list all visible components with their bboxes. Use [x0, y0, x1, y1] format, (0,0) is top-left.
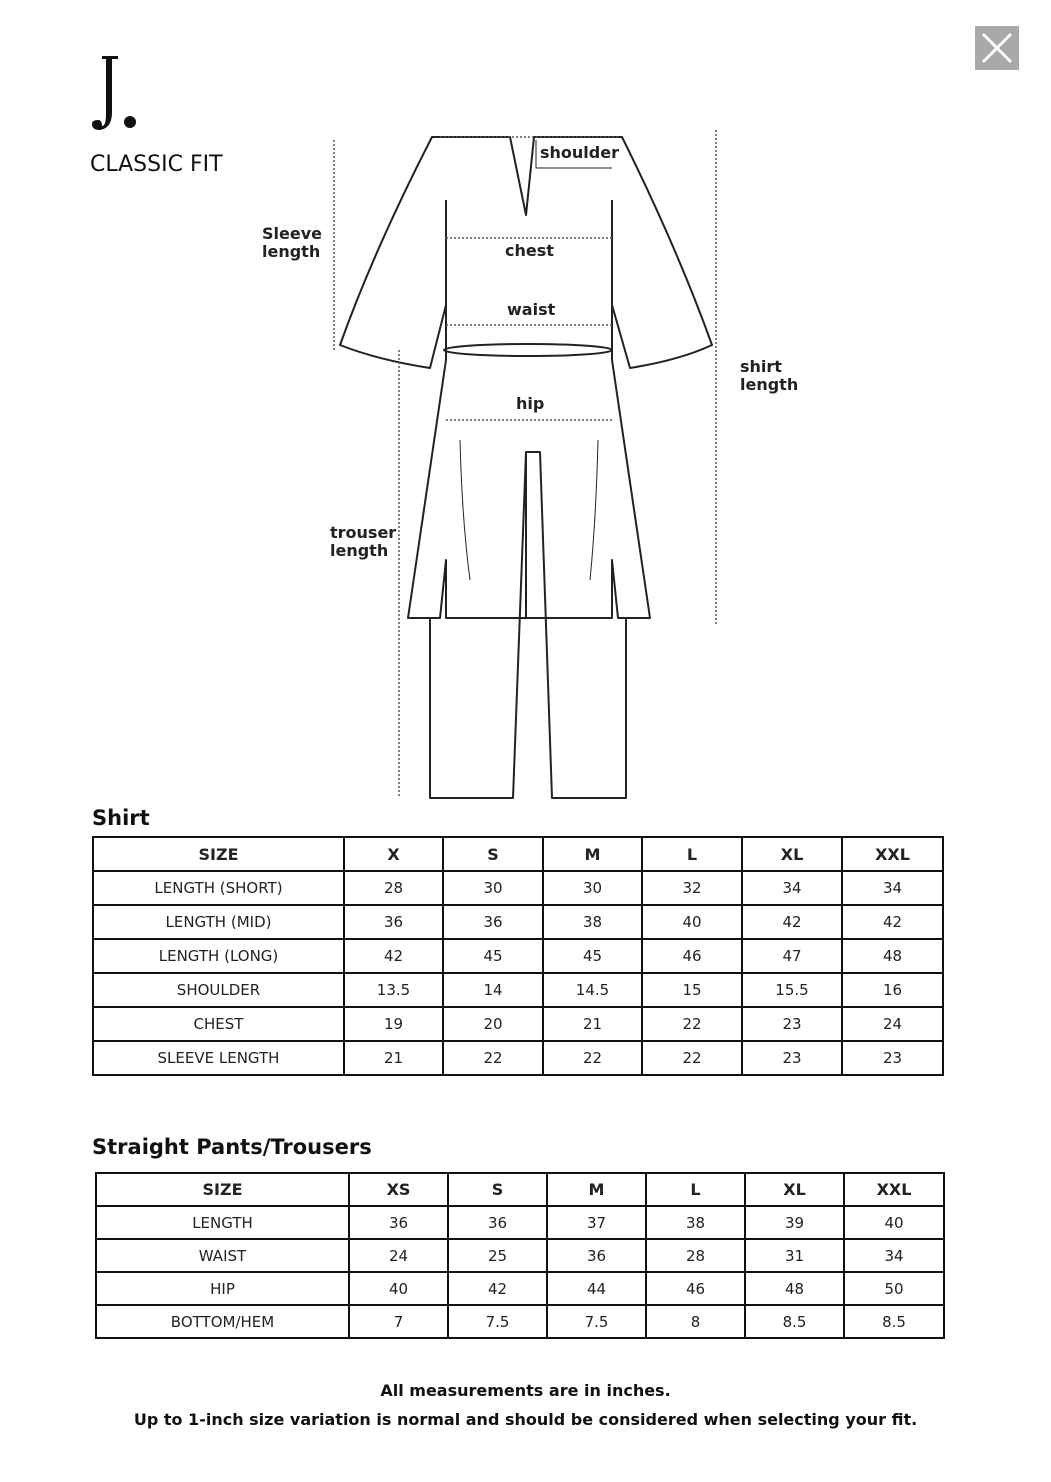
table-cell: 36 [344, 905, 443, 939]
table-cell: 25 [448, 1239, 547, 1272]
table-cell: 40 [642, 905, 742, 939]
table-row [93, 1041, 943, 1075]
table-row-label: LENGTH [96, 1206, 349, 1239]
table-cell: 37 [547, 1206, 646, 1239]
table-row-label: LENGTH (SHORT) [93, 871, 344, 905]
table-cell: 24 [842, 1007, 943, 1041]
label-hip: hip [516, 394, 545, 413]
table-header-cell: S [443, 837, 543, 871]
table-cell: 42 [448, 1272, 547, 1305]
table-cell: 24 [349, 1239, 448, 1272]
table-cell: 21 [344, 1041, 443, 1075]
label-shoulder: shoulder [540, 143, 619, 162]
table-cell: 23 [842, 1041, 943, 1075]
table-cell: 22 [443, 1041, 543, 1075]
table-cell: 40 [349, 1272, 448, 1305]
table-cell: 14 [443, 973, 543, 1007]
table-cell: 14.5 [543, 973, 642, 1007]
table-row-label: BOTTOM/HEM [96, 1305, 349, 1338]
label-chest: chest [505, 241, 554, 260]
label-sleeve-length [262, 225, 322, 261]
table-row-label: LENGTH (MID) [93, 905, 344, 939]
table-header-cell: L [646, 1173, 745, 1206]
trousers-section-title: Straight Pants/Trousers [92, 1135, 372, 1159]
trousers-size-table [95, 1172, 945, 1339]
table-header-cell: S [448, 1173, 547, 1206]
table-cell: 50 [844, 1272, 944, 1305]
table-cell: 47 [742, 939, 842, 973]
table-row [93, 905, 943, 939]
table-cell: 20 [443, 1007, 543, 1041]
table-row-label: CHEST [93, 1007, 344, 1041]
table-cell: 46 [642, 939, 742, 973]
table-cell: 38 [543, 905, 642, 939]
table-cell: 36 [443, 905, 543, 939]
table-cell: 7.5 [547, 1305, 646, 1338]
table-header-cell: XXL [842, 837, 943, 871]
table-row [93, 871, 943, 905]
table-row [96, 1272, 944, 1305]
table-cell: 22 [642, 1007, 742, 1041]
table-header-cell: SIZE [96, 1173, 349, 1206]
table-cell: 22 [543, 1041, 642, 1075]
table-cell: 48 [842, 939, 943, 973]
table-header-cell: XL [745, 1173, 844, 1206]
table-cell: 42 [344, 939, 443, 973]
table-row [96, 1239, 944, 1272]
table-row-label: LENGTH (LONG) [93, 939, 344, 973]
table-cell: 31 [745, 1239, 844, 1272]
table-header-row [96, 1173, 944, 1206]
table-header-cell: L [642, 837, 742, 871]
label-shirt-length [740, 358, 798, 394]
table-header-cell: XL [742, 837, 842, 871]
table-cell: 8.5 [745, 1305, 844, 1338]
label-waist: waist [507, 300, 556, 319]
table-cell: 22 [642, 1041, 742, 1075]
table-cell: 15 [642, 973, 742, 1007]
table-cell: 30 [443, 871, 543, 905]
label-sleeve-line2: length [262, 242, 321, 261]
table-cell: 42 [742, 905, 842, 939]
table-cell: 36 [547, 1239, 646, 1272]
label-trouser-line1: trouser [330, 523, 397, 542]
table-header-cell: XXL [844, 1173, 944, 1206]
table-cell: 19 [344, 1007, 443, 1041]
table-cell: 45 [543, 939, 642, 973]
table-cell: 15.5 [742, 973, 842, 1007]
table-cell: 34 [844, 1239, 944, 1272]
table-row-label: WAIST [96, 1239, 349, 1272]
table-cell: 23 [742, 1041, 842, 1075]
table-header-row [93, 837, 943, 871]
table-cell: 39 [745, 1206, 844, 1239]
table-header-cell: XS [349, 1173, 448, 1206]
table-row [93, 939, 943, 973]
table-row [96, 1206, 944, 1239]
table-row-label: HIP [96, 1272, 349, 1305]
table-cell: 16 [842, 973, 943, 1007]
table-cell: 28 [344, 871, 443, 905]
table-row [93, 973, 943, 1007]
table-cell: 44 [547, 1272, 646, 1305]
table-cell: 21 [543, 1007, 642, 1041]
label-trouser-length [330, 524, 396, 560]
table-cell: 46 [646, 1272, 745, 1305]
shirt-section-title: Shirt [92, 806, 150, 830]
table-cell: 8.5 [844, 1305, 944, 1338]
table-cell: 48 [745, 1272, 844, 1305]
table-cell: 23 [742, 1007, 842, 1041]
footer-note-variation: Up to 1-inch size variation is normal and should be considered when selecting your fit. [133, 1410, 918, 1429]
label-shirt-line2: length [740, 375, 799, 394]
table-row-label: SLEEVE LENGTH [93, 1041, 344, 1075]
table-cell: 30 [543, 871, 642, 905]
table-cell: 13.5 [344, 973, 443, 1007]
table-cell: 36 [448, 1206, 547, 1239]
table-row [96, 1305, 944, 1338]
table-cell: 45 [443, 939, 543, 973]
table-row [93, 1007, 943, 1041]
fit-title: CLASSIC FIT [90, 152, 223, 177]
label-sleeve-line1: Sleeve [262, 224, 322, 243]
table-cell: 36 [349, 1206, 448, 1239]
table-cell: 38 [646, 1206, 745, 1239]
table-cell: 8 [646, 1305, 745, 1338]
shirt-size-table [92, 836, 944, 1076]
table-header-cell: X [344, 837, 443, 871]
table-header-cell: M [547, 1173, 646, 1206]
table-header-cell: SIZE [93, 837, 344, 871]
table-cell: 7 [349, 1305, 448, 1338]
table-cell: 7.5 [448, 1305, 547, 1338]
table-cell: 32 [642, 871, 742, 905]
table-row-label: SHOULDER [93, 973, 344, 1007]
table-cell: 28 [646, 1239, 745, 1272]
footer-note-units: All measurements are in inches. [380, 1381, 671, 1400]
table-cell: 34 [742, 871, 842, 905]
label-trouser-line2: length [330, 541, 389, 560]
table-cell: 34 [842, 871, 943, 905]
table-cell: 42 [842, 905, 943, 939]
table-header-cell: M [543, 837, 642, 871]
label-shirt-line1: shirt [740, 357, 782, 376]
table-cell: 40 [844, 1206, 944, 1239]
